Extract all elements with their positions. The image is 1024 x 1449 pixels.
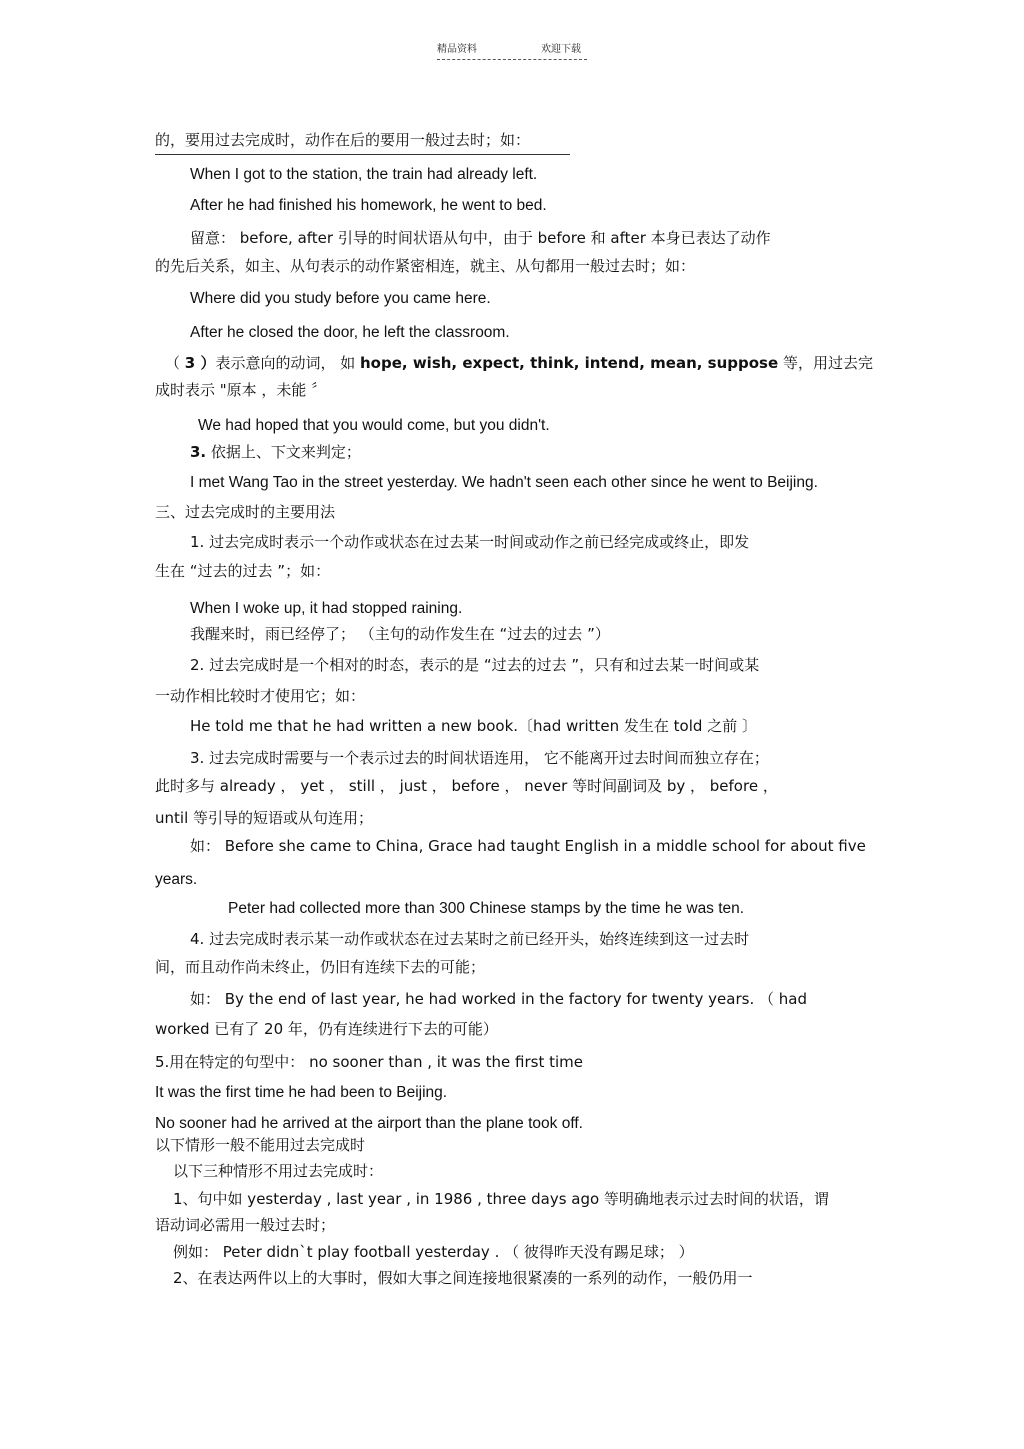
text-line: （ 3 ）表示意向的动词， 如 hope, wish, expect, think, intend, mean, suppose 等，用过去完 [165,354,873,372]
text-line: We had hoped that you would come, but you didn't. [198,417,550,434]
text-line: 5.用在特定的句型中： no sooner than , it was the first time [155,1053,583,1071]
text-line: Peter had collected more than 300 Chinese stamps by the time he was ten. [228,900,745,917]
text-line: He told me that he had written a new book.〔had written 发生在 told 之前 〕 [190,717,757,735]
text-line: 3. 过去完成时需要与一个表示过去的时间状语连用， 它不能离开过去时间而独立存在； [190,749,769,767]
header-left-text: 精品资料 [437,44,477,55]
text-line: 三、过去完成时的主要用法 [155,503,336,521]
text-line: 间，而且动作尚未终止，仍旧有连续下去的可能； [155,958,486,976]
text-line: 我醒来时，雨已经停了； （主句的动作发生在 “过去的过去 ”） [190,625,610,643]
text-line: 如： Before she came to China, Grace had taught English in a middle school for about five [190,837,866,855]
text-underline [155,154,570,155]
text-line: 4. 过去完成时表示某一动作或状态在过去某时之前已经开头，始终连续到这一过去时 [190,930,750,948]
text-line: 成时表示 "原本 ，未能 〞 [155,381,327,399]
text-line: Where did you study before you came here. [190,290,491,307]
text-line: 1. 过去完成时表示一个动作或状态在过去某一时间或动作之前已经完成或终止，即发 [190,533,750,551]
text-line: worked 已有了 20 年，仍有连续进行下去的可能） [155,1020,498,1038]
text-line: years. [155,871,198,888]
header-divider [437,59,587,60]
header-right-text: 欢迎下载 [541,44,581,55]
text-line: until 等引导的短语或从句连用； [155,809,373,827]
text-line: 2、在表达两件以上的大事时，假如大事之间连接地很紧凑的一系列的动作，一般仍用一 [173,1269,753,1287]
text-line: 的，要用过去完成时，动作在后的要用一般过去时；如： [155,131,531,149]
text-line: I met Wang Tao in the street yesterday. We hadn't seen each other since he went to Beijing. [190,474,818,491]
text-line: 1、句中如 yesterday , last year , in 1986 , three days ago 等明确地表示过去时间的状语，谓 [173,1190,829,1208]
text-line: When I got to the station, the train had already left. [190,166,538,183]
text-line: 2. 过去完成时是一个相对的时态，表示的是 “过去的过去 ”，只有和过去某一时间或某 [190,656,760,674]
text-line: When I woke up, it had stopped raining. [190,600,463,617]
text-line: 如： By the end of last year, he had worked in the factory for twenty years. （ had [190,990,807,1008]
text-line: 3. 依据上、下文来判定； [190,443,361,461]
text-line: After he closed the door, he left the classroom. [190,324,510,341]
text-line: 留意： before, after 引导的时间状语从句中，由于 before 和 after 本身已表达了动作 [190,229,771,247]
text-line: 例如： Peter didn`t play football yesterday . （ 彼得昨天没有踢足球； ） [173,1243,694,1261]
text-line: 一动作相比较时才使用它；如： [155,687,366,705]
text-line: 此时多与 already ， yet ， still ， just ， before ， never 等时间副词及 by ， before ， [155,777,778,795]
text-line: 以下情形一般不能用过去完成时 [155,1136,366,1154]
text-line: After he had finished his homework, he went to bed. [190,197,547,214]
text-line: 的先后关系，如主、从句表示的动作紧密相连，就主、从句都用一般过去时；如： [155,257,696,275]
text-line: 语动词必需用一般过去时； [155,1216,336,1234]
text-line: 生在 “过去的过去 ”；如： [155,562,331,580]
text-line: No sooner had he arrived at the airport than the plane took off. [155,1115,583,1132]
text-line: It was the first time he had been to Beijing. [155,1084,448,1101]
text-line: 以下三种情形不用过去完成时： [173,1162,384,1180]
